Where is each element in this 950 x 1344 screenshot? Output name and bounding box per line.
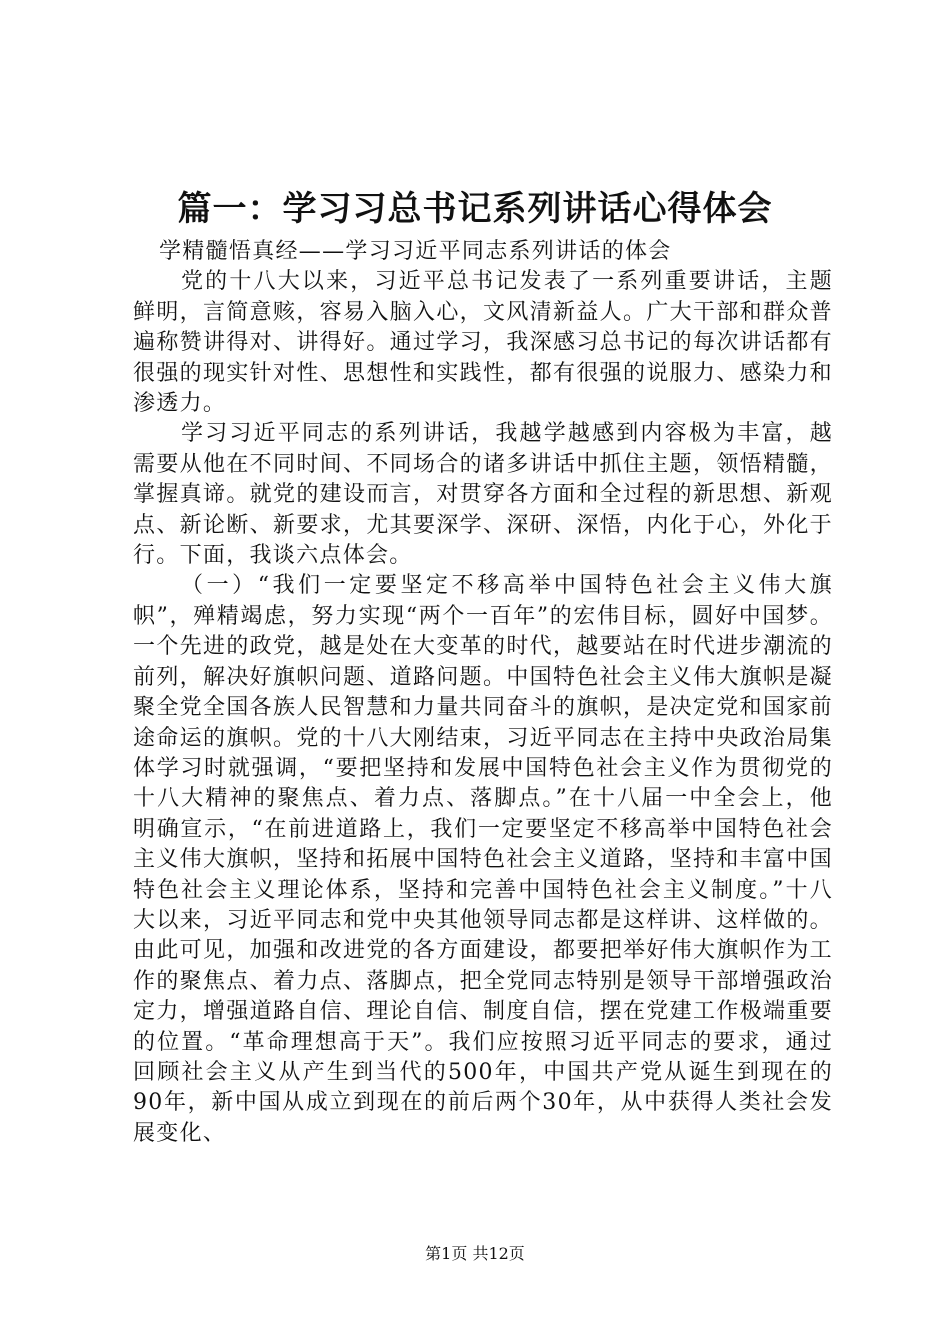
document-subtitle: 学精髓悟真经——学习习近平同志系列讲话的体会 — [159, 239, 672, 264]
document-body — [133, 237, 833, 1149]
paragraph-1: 党的十八大以来，习近平总书记发表了一系列重要讲话，主题鲜明，言简意赅，容易入脑入心，文风清新益人。广大干部和群众普遍称赞讲得对、讲得好。通过学习，我深感习总书记的每次讲话都有很强的现实针对性、思想性和实践性，都有很强的说服力、感染力和渗透力。 — [133, 269, 833, 417]
page-footer: 第1页 共12页 — [425, 1244, 525, 1263]
document-title: 篇一：学习习总书记系列讲话心得体会 — [177, 189, 773, 229]
paragraph-2: 学习习近平同志的系列讲话，我越学越感到内容极为丰富，越需要从他在不同时间、不同场合的诸多讲话中抓住主题，领悟精髓，掌握真谛。就党的建设而言，对贯穿各方面和全过程的新思想、新观点、新论断、新要求，尤其要深学、深研、深悟，内化于心，外化于行。下面，我谈六点体会。 — [133, 421, 833, 569]
paragraph-3: （一）“我们一定要坚定不移高举中国特色社会主义伟大旗帜”，殚精竭虑，努力实现“两个一百年”的宏伟目标，圆好中国梦。一个先进的政党，越是处在大变革的时代，越要站在时代进步潮流的前列，解决好旗帜问题、道路问题。中国特色社会主义伟大旗帜是凝聚全党全国各族人民智慧和力量共同奋斗的旗帜，是决定党和国家前途命运的旗帜。党的十八大刚结束，习近平同志在主持中央政治局集体学习时就强调，“要把坚持和发展中国特色社会主义作为贯彻党的十八大精神的聚焦点、着力点、落脚点。”在十八届一中全会上，他明确宣示，“在前进道路上，我们一定要坚定不移高举中国特色社会主义伟大旗帜，坚持和拓展中国特色社会主义道路，坚持和丰富中国特色社会主义理论体系，坚持和完善中国特色社会主义制度。”十八大以来，习近平同志和党中央其他领导同志都是这样讲、这样做的。由此可见，加强和改进党的各方面建设，都要把举好伟大旗帜作为工作的聚焦点、着力点、落脚点，把全党同志特别是领导干部增强政治定力，增强道路自信、理论自信、制度自信，摆在党建工作极端重要的位置。“革命理想高于天”。我们应按照习近平同志的要求，通过回顾社会主义从产生到当代的500年，中国共产党从诞生到现在的90年，新中国从成立到现在的前后两个30年，从中获得人类社会发展变化、 — [133, 573, 833, 1146]
